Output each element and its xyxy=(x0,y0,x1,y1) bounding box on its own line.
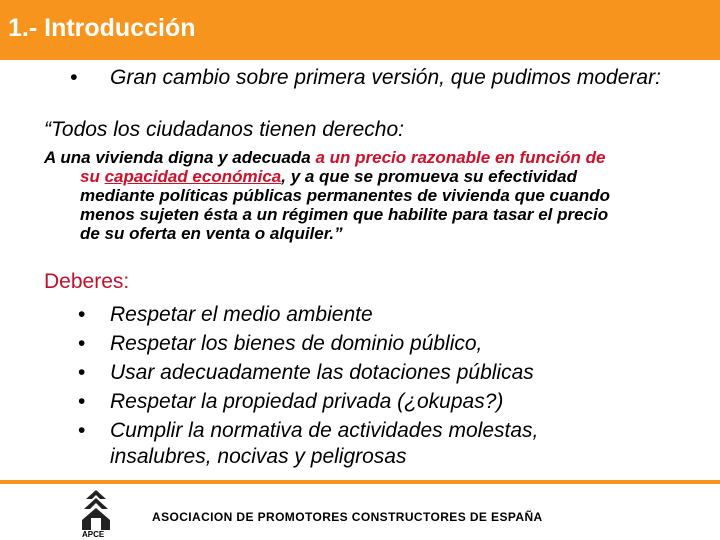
title-bar xyxy=(0,0,720,60)
bullet-icon: • xyxy=(70,66,78,89)
list-item: • Usar adecuadamente las dotaciones públicas xyxy=(78,358,698,387)
quote-line-4: menos sujeten ésta a un régimen que habilite para tasar el precio xyxy=(80,205,609,224)
quote-text: , y a que se promueva su efectividad xyxy=(281,167,577,186)
quote-highlight: su xyxy=(80,167,105,186)
intro-bullet xyxy=(70,66,690,90)
list-item: • Respetar el medio ambiente xyxy=(78,300,698,329)
quote-highlight-underlined: capacidad económica xyxy=(104,167,282,186)
quote-highlight: a un precio razonable en función de xyxy=(315,148,606,167)
list-item xyxy=(78,416,698,469)
organization-name: ASOCIACION DE PROMOTORES CONSTRUCTORES DE ESPAÑA xyxy=(152,510,543,524)
footer-divider xyxy=(0,480,720,484)
logo-caption: APCE xyxy=(82,530,105,539)
intro-bullet-text: Gran cambio sobre primera versión, que pudimos moderar: xyxy=(110,66,661,89)
list-item: • Respetar los bienes de dominio público, xyxy=(78,329,698,358)
quote-line-5: de su oferta en venta o alquiler.” xyxy=(80,224,343,243)
list-item: • Respetar la propiedad privada (¿okupas?) xyxy=(78,387,698,416)
deberes-heading: Deberes: xyxy=(44,270,130,293)
deberes-list xyxy=(78,300,698,469)
quote-line-2 xyxy=(44,167,714,186)
list-item-continuation: insalubres, nocivas y peligrosas xyxy=(110,445,407,468)
quote-body xyxy=(44,148,714,243)
quote-heading: “Todos los ciudadanos tienen derecho: xyxy=(44,118,404,141)
list-item-text: Cumplir la normativa de actividades molestas, xyxy=(110,419,539,442)
quote-text: A una vivienda digna y adecuada xyxy=(44,148,316,167)
page-title: 1.- Introducción xyxy=(8,14,196,42)
quote-line-1 xyxy=(44,148,714,167)
quote-line-3: mediante políticas públicas permanentes de vivienda que cuando xyxy=(80,186,610,205)
